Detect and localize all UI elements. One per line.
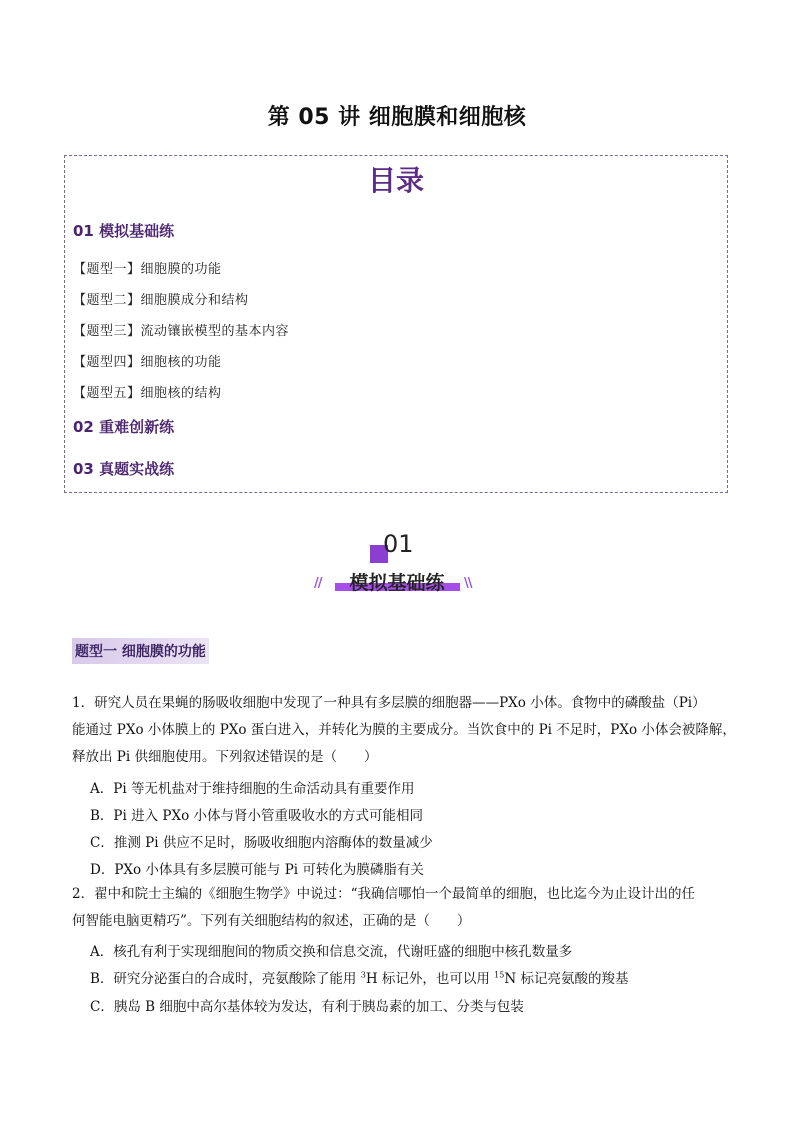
toc-section-03[interactable]: 03 真题实战练: [73, 460, 175, 478]
question-2-option-c: C．胰岛 B 细胞中高尔基体较为发达，有利于胰岛素的加工、分类与包装: [90, 999, 524, 1015]
page-title: 第 05 讲 细胞膜和细胞核: [267, 105, 527, 130]
question-2-option-b-part-1: B．研究分泌蛋白的合成时，亮氨酸除了能用: [90, 971, 361, 987]
section-header: [0, 530, 794, 600]
toc-item-type-2[interactable]: 【题型二】细胞膜成分和结构: [73, 293, 249, 308]
toc-item-type-4[interactable]: 【题型四】细胞核的功能: [73, 355, 222, 370]
question-2-option-b-part-2: H 标记外，也可以用: [365, 971, 495, 987]
question-1-line-2: 能通过 PXo 小体膜上的 PXo 蛋白进入，并转化为膜的主要成分。当饮食中的 Pi 不足时，PXo 小体会被降解，: [72, 722, 736, 738]
table-of-contents: [64, 155, 728, 493]
toc-section-02[interactable]: 02 重难创新练: [73, 418, 175, 436]
right-slash-decoration: \\: [464, 576, 472, 591]
question-1-line-1: 1．研究人员在果蝇的肠吸收细胞中发现了一种具有多层膜的细胞器——PXo 小体。食物中的磷酸盐（Pi）: [72, 695, 706, 711]
toc-section-01[interactable]: 01 模拟基础练: [73, 222, 175, 240]
type-heading: 题型一 细胞膜的功能: [72, 638, 209, 664]
question-2-option-b-part-3: N 标记亮氨酸的羧基: [504, 971, 629, 987]
toc-item-type-5[interactable]: 【题型五】细胞核的结构: [73, 386, 222, 401]
question-1-option-a: A．Pi 等无机盐对于维持细胞的生命活动具有重要作用: [90, 781, 415, 797]
section-label: 模拟基础练: [349, 572, 445, 594]
left-slash-decoration: //: [314, 576, 322, 591]
question-2-line-2: 何智能电脑更精巧”。下列有关细胞结构的叙述，正确的是（ ）: [72, 913, 471, 929]
superscript-3: 3: [360, 970, 366, 980]
question-2-option-b: [90, 967, 628, 987]
question-2-option-a: A．核孔有利于实现细胞间的物质交换和信息交流，代谢旺盛的细胞中核孔数量多: [90, 944, 573, 960]
question-1-option-d: D．PXo 小体具有多层膜可能与 Pi 可转化为膜磷脂有关: [90, 862, 424, 878]
toc-item-type-1[interactable]: 【题型一】细胞膜的功能: [73, 262, 222, 277]
toc-heading: 目录: [367, 164, 424, 197]
superscript-15: 15: [494, 970, 505, 980]
question-2-line-1: 2．翟中和院士主编的《细胞生物学》中说过：“我确信哪怕一个最简单的细胞，也比迄今为止设计出的任: [72, 886, 695, 902]
question-1-option-c: C．推测 Pi 供应不足时，肠吸收细胞内溶酶体的数量减少: [90, 835, 433, 851]
toc-item-type-3[interactable]: 【题型三】流动镶嵌模型的基本内容: [73, 324, 290, 339]
section-number: 01: [383, 530, 414, 558]
question-1-line-3: 释放出 Pi 供细胞使用。下列叙述错误的是（ ）: [72, 749, 378, 765]
question-1-option-b: B．Pi 进入 PXo 小体与肾小管重吸收水的方式可能相同: [90, 808, 424, 824]
